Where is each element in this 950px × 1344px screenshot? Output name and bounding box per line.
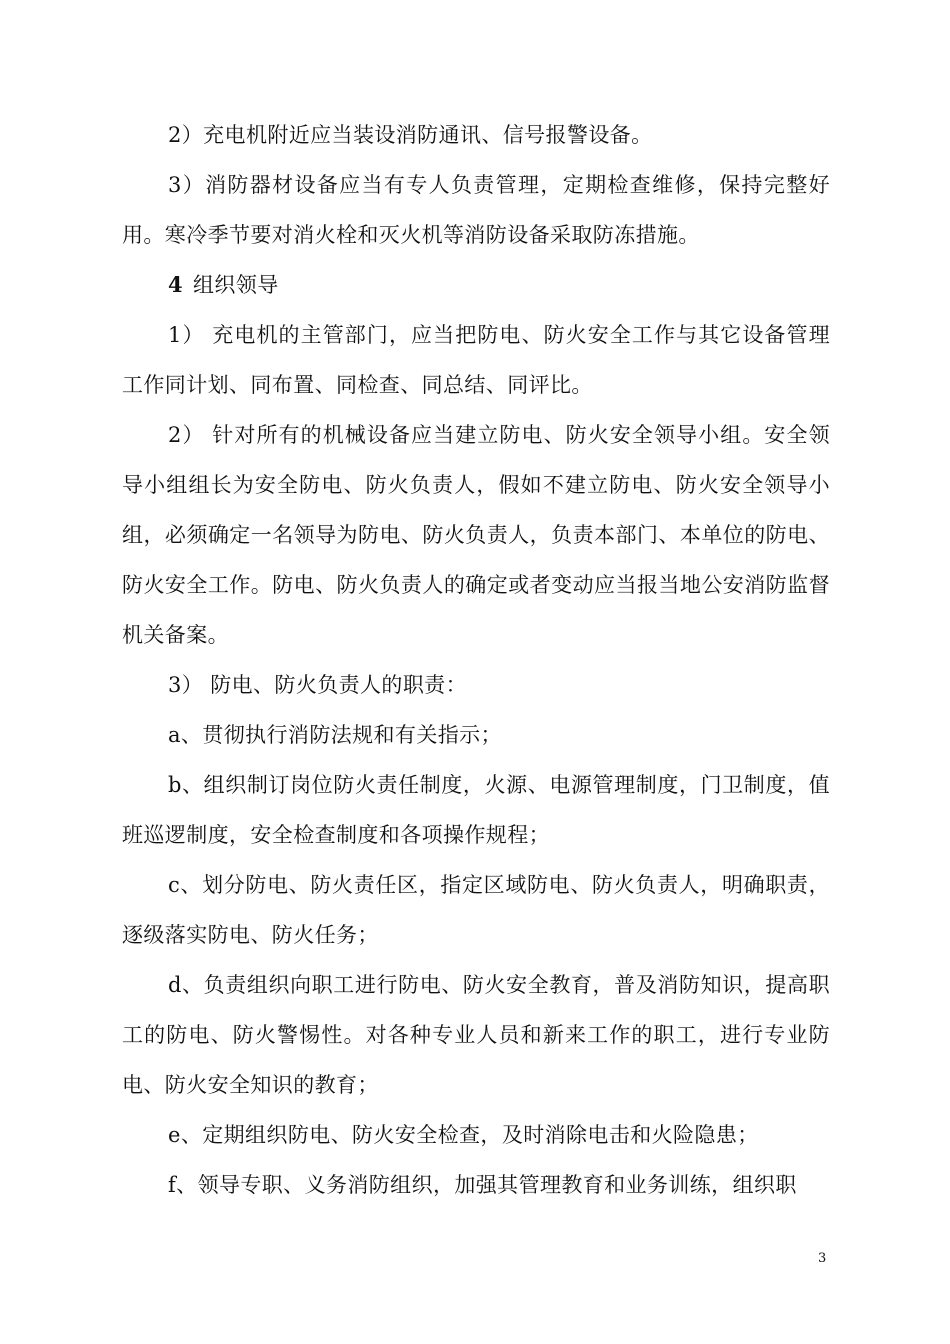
section-heading — [122, 260, 830, 310]
paragraph-item-1: 1） 充电机的主管部门，应当把防电、防火安全工作与其它设备管理工作同计划、同布置、同检查、同总结、同评比。 — [122, 323, 830, 397]
duty-item-b: b、组织制订岗位防火责任制度，火源、电源管理制度，门卫制度，值班巡逻制度，安全检查制度和各项操作规程； — [122, 773, 830, 847]
duty-item-e: e、定期组织防电、防火安全检查，及时消除电击和火险隐患； — [168, 1123, 759, 1147]
paragraph-item-2: 2）充电机附近应当装设消防通讯、信号报警设备。 — [168, 123, 653, 147]
duty-item-d: d、负责组织向职工进行防电、防火安全教育，普及消防知识，提高职工的防电、防火警惕性。对各种专业人员和新来工作的职工，进行专业防电、防火安全知识的教育； — [122, 973, 830, 1097]
section-number: 4 — [168, 272, 184, 297]
paragraph-item-2-leadership: 2） 针对所有的机械设备应当建立防电、防火安全领导小组。安全领导小组组长为安全防电、防火负责人，假如不建立防电、防火安全领导小组，必须确定一名领导为防电、防火负责人，负责本部门、本单位的防电、防火安全工作。防电、防火负责人的确定或者变动应当报当地公安消防监督机关备案。 — [122, 423, 830, 647]
paragraph-item-3-duties: 3） 防电、防火负责人的职责： — [168, 673, 468, 697]
document-body — [122, 110, 830, 1210]
page-number: 3 — [818, 1251, 827, 1266]
section-title: 组织领导 — [193, 273, 279, 297]
duty-item-a: a、贯彻执行消防法规和有关指示； — [168, 723, 502, 747]
duty-item-c: c、划分防电、防火责任区，指定区域防电、防火负责人，明确职责，逐级落实防电、防火任务； — [122, 873, 830, 947]
paragraph-item-3: 3）消防器材设备应当有专人负责管理，定期检查维修，保持完整好用。寒冷季节要对消火栓和灭火机等消防设备采取防冻措施。 — [122, 173, 830, 247]
duty-item-f: f、领导专职、义务消防组织，加强其管理教育和业务训练，组织职 — [168, 1173, 797, 1197]
